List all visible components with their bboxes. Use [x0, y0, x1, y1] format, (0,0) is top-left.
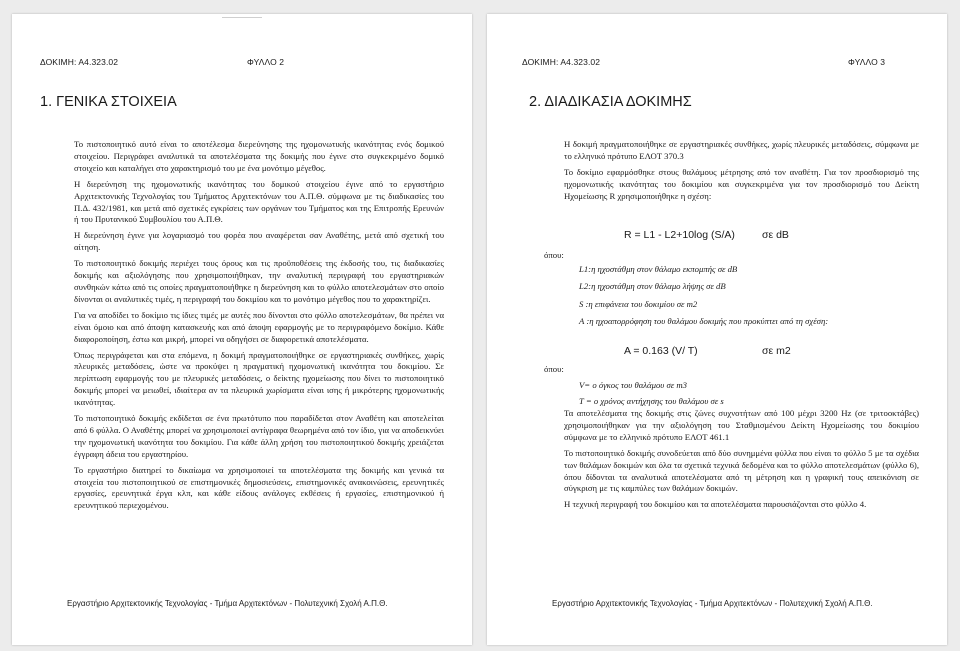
paragraph: Όπως περιγράφεται και στα επόμενα, η δοκιμή πραγματοποιήθηκε σε εργαστηριακές συνθήκες, χωρίς πλευρικές μεταδόσεις, ώστε να προκύψει η πραγματική ηχομονωτική ικανότητα του δοκιμίου. Σε περίπτωση εφαρμογής του με πλευρικές μεταδόσεις, ο δείκτης ηχομείωσης που δίνει το πιστοποιητικό δοκιμής μπορεί να μειωθεί, ιδιαίτερα αν τα πλευρικά χωρίσματα είναι ισης ή μικρότερης ηχομονωτικής ικανότητας.	[74, 349, 444, 408]
definition-t: T = ο χρόνος αντήχησης του θαλάμου σε s	[579, 396, 724, 406]
results-text	[564, 408, 919, 515]
paragraph: Τα αποτελέσματα της δοκιμής στις ζώνες συχνοτήτων από 100 μέχρι 3200 Hz (σε τριτοοκτάβες) χρησιμοποιήθηκαν για την αξιολόγηση του Σταθμισμένου Δείκτη Ηχομείωσης του δοκιμίου σύμφωνα με το ελληνικό πρότυπο ΕΛΟΤ 461.1	[564, 408, 919, 442]
definition-v: V= ο όγκος του θαλάμου σε m3	[579, 380, 687, 390]
paragraph: Το πιστοποιητικό αυτό είναι το αποτέλεσμα διερεύνησης της ηχομονωτικής ικανότητας ενός δομικού στοιχείου. Περιγράφει αναλυτικά τα αποτελέσματα της δοκιμής που έγινε στο συγκεκριμένο δομικό στοιχείο και καταλήγει στο χαρακτηρισμό του με ένα μονότιμο μέγεθος.	[74, 139, 444, 173]
section-body	[74, 139, 444, 516]
paragraph: Το πιστοποιητικό δοκιμής περιέχει τους όρους και τις προϋποθέσεις της έκδοσής του, τις διαδικασίες δοκιμής και αξιολόγησης που χρησιμοποιήθηκαν, την αναλυτική περιγραφή του εργαστηριακών συνθηκών κάτω από τις οποίες πραγματοποιήθηκε η διερεύνηση και το φύλλο αποτελεσμάτων στο οποίο δίνονται οι αναλυτικές τιμές, η περιγραφή του δοκιμίου και το μονότιμο μέγεθος που το χαρακτηρίζει.	[74, 258, 444, 304]
header-test-code: ΔΟΚΙΜΗ: Α4.323.02	[522, 57, 601, 67]
definition-l2: L2:η ηχοστάθμη στον θάλαμο λήψης σε dB	[579, 281, 726, 291]
header-test-code: ΔΟΚΙΜΗ: Α4.323.02	[40, 57, 119, 67]
definition-a: A :η ηχοαπορρόφηση του θαλάμου δοκιμής που προκύπτει από τη σχέση:	[579, 316, 829, 326]
paragraph: Η δοκιμή πραγματοποιήθηκε σε εργαστηριακές συνθήκες, χωρίς πλευρικές μεταδόσεις, σύμφωνα με το ελληνικό πρότυπο ΕΛΟΤ 370.3	[564, 139, 919, 161]
formula-unit: σε dB	[762, 229, 789, 241]
document-page-3	[487, 14, 947, 645]
formula-sound-reduction: R = L1 - L2+10log (S/A)	[624, 229, 735, 241]
formula-absorption: A = 0.163 (V/ T)	[624, 345, 698, 357]
paragraph: Για να αποδίδει το δοκίμιο τις ίδιες τιμές με αυτές που δίνονται στο φύλλο αποτελεσμάτων, θα πρέπει να είναι όμοιο και από άποψη κατασκευής και από άποψη εφαρμογής με το περιγραφόμενο δοκίμιο. Κάθε διαφοροποίηση, έστω και μικρή, μπορεί να οδηγήσει σε διαφορετικά αποτελέσματα.	[74, 309, 444, 344]
scan-mark	[222, 17, 262, 18]
intro-text	[564, 139, 919, 207]
definition-l1: L1:η ηχοστάθμη στον θάλαμο εκπομπής σε dB	[579, 264, 738, 274]
where-label: όπου:	[544, 250, 564, 260]
page-footer: Εργαστήριο Αρχιτεκτονικής Τεχνολογίας - Τμήμα Αρχιτεκτόνων - Πολυτεχνική Σχολή Α.Π.Θ.	[552, 599, 873, 608]
header-sheet-number: ΦΥΛΛΟ 3	[848, 57, 886, 67]
page-footer: Εργαστήριο Αρχιτεκτονικής Τεχνολογίας - Τμήμα Αρχιτεκτόνων - Πολυτεχνική Σχολή Α.Π.Θ.	[67, 599, 388, 608]
section-title: 2. ΔΙΑΔΙΚΑΣΙΑ ΔΟΚΙΜΗΣ	[529, 94, 692, 110]
paragraph: Το δοκίμιο εφαρμόσθηκε στους θαλάμους μέτρησης από τον αναθέτη. Για τον προσδιορισμό της ηχομονωτικής ικανότητας του δοκιμίου και συγκεκριμένα για τον προσδιορισμό του Δείκτη Ηχομείωσης R χρησιμοποιήθηκε η σχέση:	[564, 166, 919, 201]
paragraph: Η διερεύνηση της ηχομονωτικής ικανότητας του δομικού στοιχείου έγινε από το εργαστήριο Αρχιτεκτονικής Τεχνολογίας του Τμήματος Αρχιτεκτόνων του Α.Π.Θ. σύμφωνα με τις διαδικασίες του Π.Δ. 432/1981, και μετά από σχετικές εγκρίσεις των οργάνων του Τμήματος και της Επιτροπής Ερευνών ή του Πρυτανικού Συμβουλίου του Α.Π.Θ.	[74, 178, 444, 225]
paragraph: Το πιστοποιητικό δοκιμής εκδίδεται σε ένα πρωτότυπο που παραδίδεται στον Αναθέτη και αποτελείται από 6 φύλλα. Ο Αναθέτης μπορεί να χρησιμοποιεί αντίγραφα θεωρημένα από τον ίδιο, για να αποδεικνύει την ηχομονωτική ικανότητα του δοκιμίου. Για κάθε άλλη χρήση του πιστοποιητικού δοκιμής χρειάζεται έγγραφη άδεια του εργαστηρίου.	[74, 413, 444, 459]
formula-unit: σε m2	[762, 345, 791, 357]
paragraph: Το εργαστήριο διατηρεί το δικαίωμα να χρησιμοποιεί τα αποτελέσματα της δοκιμής και γενικά τα στοιχεία του πιστοποιητικού σε επιστημονικές δημοσιεύσεις, επιστημονικές ανακοινώσεις, ερευνητικές εργασίες, ερευνητικά έργα κλπ, και κάθε είδους ανάλογες εκθέσεις ή εργασίες, επιστημονικού ή ερευνητικού περιεχομένου.	[74, 464, 444, 511]
where-label: όπου:	[544, 364, 564, 374]
document-page-2	[12, 14, 472, 645]
header-sheet-number: ΦΥΛΛΟ 2	[247, 57, 285, 67]
paragraph: Η διερεύνηση έγινε για λογαριασμό του φορέα που αναφέρεται σαν Αναθέτης, μετά από σχετική του αίτηση.	[74, 230, 444, 253]
paragraph: Η τεχνική περιγραφή του δοκιμίου και τα αποτελέσματα παρουσιάζονται στο φύλλο 4.	[564, 499, 867, 510]
definition-s: S :η επιφάνεια του δοκιμίου σε m2	[579, 299, 698, 309]
section-title: 1. ΓΕΝΙΚΑ ΣΤΟΙΧΕΙΑ	[40, 94, 177, 110]
paragraph: Το πιστοποιητικό δοκιμής συνοδεύεται από δύο συνημμένα φύλλα που είναι το φύλλο 5 με τα σχέδια των θαλάμων δοκιμών και όλα τα σχετικά τεχνικά δεδομένα και το φύλλο αποτελεσμάτων (φύλλο 6), όπου δίδονται τα αναλυτικά αποτελέσματα από τη μέτρηση και η γραφική τους απεικόνιση σε σύγκριση με τις καμπύλες των θαλάμων δοκιμών.	[564, 447, 919, 494]
